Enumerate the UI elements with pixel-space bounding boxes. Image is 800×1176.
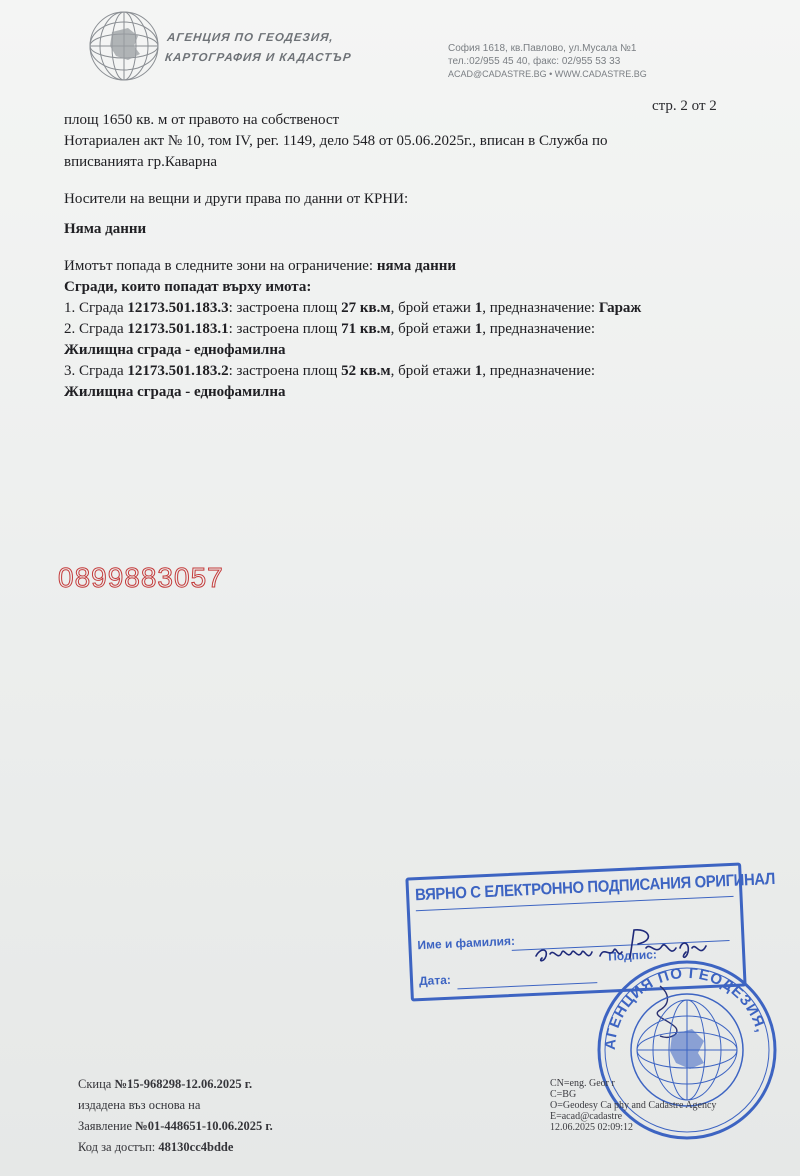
document-body <box>64 110 734 403</box>
sketch-label: Скица <box>78 1077 112 1091</box>
agency-address: София 1618, кв.Павлово, ул.Мусала №1 <box>448 43 637 54</box>
building-area: 52 кв.м <box>341 363 391 379</box>
access-code: 48130cc4bdde <box>158 1140 234 1154</box>
application-label: Заявление <box>78 1119 133 1133</box>
building-id: 12173.501.183.2 <box>127 363 229 379</box>
holders-label: Носители на вещни и други права по данни от КРНИ: <box>64 191 409 207</box>
stamp-name-label: Име и фамилия: <box>417 933 516 953</box>
agency-name-line2: КАРТОГРАФИЯ И КАДАСТЪР <box>164 52 353 64</box>
building-purpose: Гараж <box>598 300 642 316</box>
zones-label: Имотът попада в следните зони на ограничение: <box>64 258 374 274</box>
application-line <box>78 1116 378 1137</box>
agency-contacts <box>448 42 678 81</box>
seal-text: АГЕНЦИЯ ПО ГЕОДЕЗИЯ, <box>601 964 770 1051</box>
building-floors: 1 <box>474 300 483 316</box>
zones-value: няма данни <box>376 258 456 274</box>
building-prefix: 2. Сграда <box>64 321 124 337</box>
issued-basis: издадена въз основа на <box>78 1098 201 1112</box>
buildings-heading: Сгради, които попадат върху имота: <box>64 279 312 295</box>
stamp-signature-label: Подпис: <box>607 947 658 964</box>
zones-line <box>64 256 734 277</box>
stamp-date-label: Дата: <box>418 972 452 989</box>
building-purpose: Жилищна сграда - еднофамилна <box>64 342 286 358</box>
agency-email-web: ACAD@CADASTRE.BG • WWW.CADASTRE.BG <box>448 69 647 79</box>
sketch-number: №15-968298-12.06.2025 г. <box>114 1077 253 1091</box>
access-code-label: Код за достъп: <box>78 1140 156 1154</box>
notary-act-line: Нотариален акт № 10, том IV, рег. 1149, дело 548 от 05.06.2025г., вписан в Служба по <box>64 133 608 149</box>
building-floors: 1 <box>474 363 483 379</box>
agency-name <box>164 28 398 68</box>
building-purpose-label: , предназначение: <box>482 300 596 316</box>
agency-phone-fax: тел.:02/955 45 40, факс: 02/955 53 33 <box>448 56 621 67</box>
stamp-title: ВЯРНО С ЕЛЕКТРОННО ПОДПИСАНИЯ ОРИГИНАЛ <box>414 869 776 905</box>
signature-organization: O=Geodesy Ca phy and Cadastre Agency <box>550 1100 717 1111</box>
building-prefix: 3. Сграда <box>64 363 124 379</box>
building-area-label: : застроена площ <box>228 363 338 379</box>
area-line: площ 1650 кв. м от правото на собственост <box>64 112 340 128</box>
building-item-3 <box>64 361 734 382</box>
agency-name-line1: АГЕНЦИЯ ПО ГЕОДЕЗИЯ, <box>166 32 335 44</box>
building-floors-label: , брой етажи <box>390 321 471 337</box>
access-code-line <box>78 1137 378 1158</box>
electronic-signature-details <box>550 1078 780 1133</box>
building-purpose-label: , предназначение: <box>482 363 596 379</box>
footer-sketch-info <box>78 1074 378 1158</box>
building-area: 71 кв.м <box>341 321 391 337</box>
building-area-label: : застроена площ <box>228 300 338 316</box>
signature-country: C=BG <box>550 1089 577 1100</box>
registry-line: вписванията гр.Каварна <box>64 154 218 170</box>
sketch-number-line <box>78 1074 378 1095</box>
page-number: стр. 2 от 2 <box>652 98 717 114</box>
holders-value: Няма данни <box>64 221 147 237</box>
building-area-label: : застроена площ <box>228 321 338 337</box>
building-purpose-label: , предназначение: <box>482 321 596 337</box>
building-floors-label: , брой етажи <box>390 363 471 379</box>
signature-cn: CN=eng. Geor r <box>550 1078 615 1089</box>
building-purpose: Жилищна сграда - еднофамилна <box>64 384 286 400</box>
building-prefix: 1. Сграда <box>64 300 124 316</box>
agency-globe-logo <box>84 6 164 86</box>
building-id: 12173.501.183.1 <box>127 321 229 337</box>
building-item-2 <box>64 319 734 340</box>
building-area: 27 кв.м <box>341 300 391 316</box>
building-floors: 1 <box>474 321 483 337</box>
application-number: №01-448651-10.06.2025 г. <box>135 1119 273 1133</box>
phone-watermark: 0899883057 <box>58 562 224 593</box>
building-item-1 <box>64 298 734 319</box>
signature-date: 12.06.2025 02:09:12 <box>550 1122 634 1133</box>
building-floors-label: , брой етажи <box>390 300 471 316</box>
building-id: 12173.501.183.3 <box>127 300 229 316</box>
signature-email: E=acad@cadastre <box>550 1111 623 1122</box>
